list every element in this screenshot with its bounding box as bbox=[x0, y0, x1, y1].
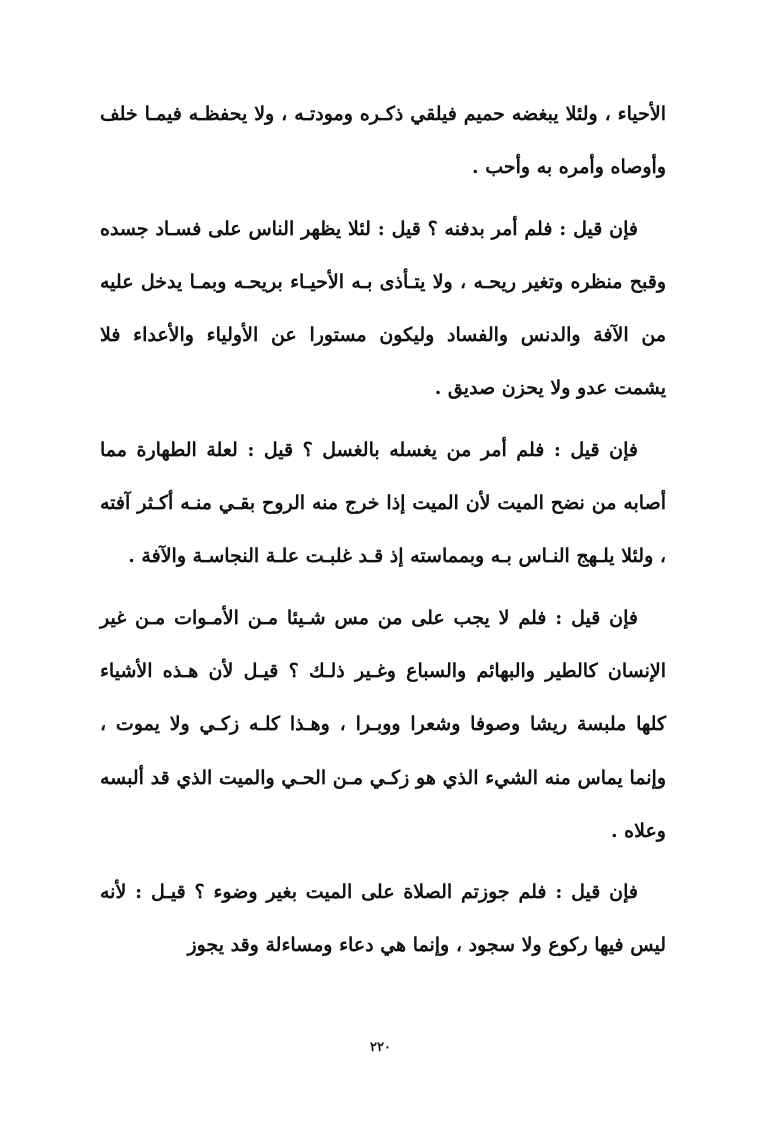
paragraph-prayer: فإن قيل : فلم جوزتم الصلاة على الميت بغير وضوء ؟ قيـل : لأنه ليس فيها ركوع ولا سجود ، وإنما هي دعاء ومساءلة وقد يجوز bbox=[100, 881, 666, 957]
paragraph-burial: فإن قيل : فلم أمر بدفنه ؟ قيل : لئلا يظهر الناس على فسـاد جسده وقبح منظره وتغير ريحـه ، ولا يتـأذى بـه الأحيـاء بريحـه وبمـا يدخل عليه من الآفة والدنس والفساد وليكون مستورا عن الأولياء والأعداء فلا يشمت عدو ولا يحزن صديق . bbox=[100, 217, 666, 400]
paragraph-animals: فإن قيل : فلم لا يجب على من مس شـيئا مـن الأمـوات مـن غير الإنسان كالطير والبهائم والسباع وغـير ذلـك ؟ قيـل لأن هـذه الأشياء كلها ملبسة ريشا وصوفا وشعرا ووبـرا ، وهـذا كلـه زكـي ولا يموت ، وإنما يماس منه الشيء الذي هو زكـي مـن الحـي والميت الذي قد ألبسه وعلاه . bbox=[100, 606, 666, 842]
page-body-text bbox=[100, 88, 666, 973]
paragraph-continuation: الأحياء ، ولئلا يبغضه حميم فيلقي ذكـره ومودتـه ، ولا يحفظـه فيمـا خلف وأوصاه وأمره به وأحب . bbox=[100, 103, 666, 179]
page-number: ٢٢٠ bbox=[370, 1040, 391, 1055]
paragraph-washing: فإن قيل : فلم أمر من يغسله بالغسل ؟ قيل : لعلة الطهارة مما أصابه من نضح الميت لأن الميت إذا خرج منه الروح بقـي منـه أكـثر آفته ، ولئلا يلـهج النـاس بـه وبمماسته إذ قـد غلبـت علـة النجاسـة والآفة . bbox=[100, 438, 666, 568]
